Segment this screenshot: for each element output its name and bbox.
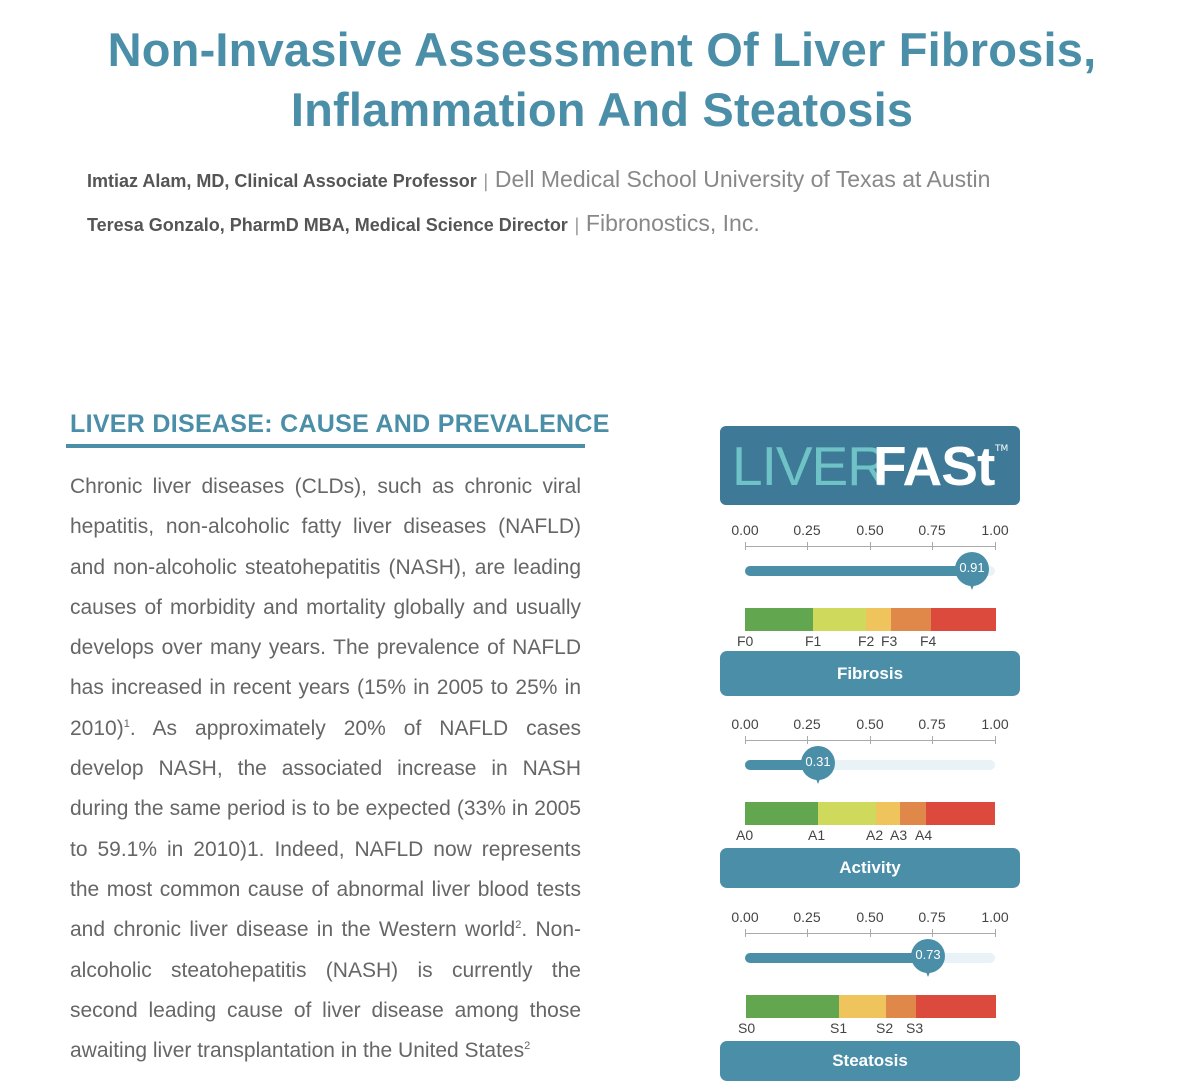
- text-run: . As approximately 20% of NAFLD cases develop NASH, the associated increase in NASH during the same period is to be expected (33% in 2005 to 59.1% in 2010)1. Indeed, NAFLD now represents the most common cause of abnormal liver blood tests and chronic liver disease in the Western world: [70, 716, 581, 942]
- stage-label: F1: [805, 633, 822, 649]
- axis-tick-label: 0.00: [731, 716, 759, 732]
- axis-tick-label: 0.25: [793, 909, 821, 925]
- axis-tick: [870, 542, 871, 550]
- axis-tick: [807, 542, 808, 550]
- stage-label: A1: [808, 827, 826, 843]
- text-run: Chronic liver diseases (CLDs), such as chronic viral hepatitis, non-alcoholic fatty liver diseases (NAFLD) and non-alcoholic steatohepatitis (NASH), are leading causes of morbidity and mortality globally and usually develops over many years. The prevalence of NAFLD has increased in recent years (15% in 2005 to 25% in 2010): [70, 475, 581, 740]
- score-value: 0.73: [915, 947, 941, 962]
- steatosis-label-button[interactable]: Steatosis: [720, 1041, 1020, 1081]
- stage-scale: [745, 608, 996, 631]
- stage-segment: [813, 608, 866, 631]
- section-heading: LIVER DISEASE: CAUSE AND PREVALENCE: [70, 410, 610, 438]
- axis-tick-label: 0.50: [856, 909, 884, 925]
- liverfast-logo: [720, 426, 1020, 505]
- title-line-2: Inflammation And Steatosis: [290, 83, 914, 136]
- author-name: Imtiaz Alam, MD, Clinical Associate Professor: [87, 171, 477, 191]
- axis-tick: [870, 736, 871, 744]
- stage-label: F4: [920, 633, 937, 649]
- section-divider: [66, 444, 585, 448]
- axis-tick-label: 1.00: [981, 522, 1009, 538]
- footnote-ref: 1: [123, 717, 130, 730]
- axis-tick: [932, 736, 933, 744]
- stage-segment: [891, 608, 931, 631]
- stage-segment: [866, 608, 891, 631]
- stage-segment: [926, 802, 995, 825]
- author-affiliation: Fibronostics, Inc.: [585, 210, 760, 236]
- stage-segment: [931, 608, 996, 631]
- stage-scale: [746, 995, 996, 1018]
- stage-segment: [839, 995, 886, 1018]
- stage-scale: [745, 802, 996, 825]
- stage-label: F0: [737, 633, 754, 649]
- stage-segment: [900, 802, 926, 825]
- logo-text-bold: FASt: [873, 435, 995, 497]
- axis-tick: [745, 736, 746, 744]
- title-line-1: Non-Invasive Assessment Of Liver Fibrosis,: [107, 23, 1097, 76]
- axis-tick-label: 0.50: [856, 522, 884, 538]
- page-title: [0, 20, 1204, 140]
- axis-tick-label: 0.25: [793, 716, 821, 732]
- axis-tick-label: 0.00: [731, 909, 759, 925]
- score-marker: [801, 746, 835, 780]
- axis-tick: [995, 929, 996, 937]
- axis-tick-label: 0.00: [731, 522, 759, 538]
- stage-segment: [745, 608, 813, 631]
- score-value: 0.91: [959, 560, 985, 575]
- stage-label: S3: [906, 1020, 924, 1036]
- score-marker: [911, 939, 945, 973]
- score-marker: [955, 552, 989, 586]
- axis-tick-label: 0.25: [793, 522, 821, 538]
- axis-tick: [870, 929, 871, 937]
- logo-text-light: LIVER: [732, 435, 886, 497]
- stage-label: A2: [866, 827, 884, 843]
- stage-label: A4: [915, 827, 933, 843]
- footnote-ref: 2: [524, 1040, 531, 1053]
- footnote-ref: 2: [515, 919, 522, 932]
- stage-segment: [746, 995, 839, 1018]
- score-value: 0.31: [805, 754, 831, 769]
- axis-tick: [932, 929, 933, 937]
- axis-tick: [932, 542, 933, 550]
- score-fill: [745, 566, 973, 576]
- axis-labels: [720, 909, 1020, 927]
- axis-labels: [720, 716, 1020, 734]
- axis-tick: [745, 542, 746, 550]
- stage-label: S2: [876, 1020, 894, 1036]
- stage-label: S0: [738, 1020, 756, 1036]
- separator: |: [482, 171, 489, 192]
- trademark: TM: [995, 444, 1009, 454]
- axis-tick: [995, 736, 996, 744]
- score-fill: [745, 953, 929, 963]
- stage-segment: [886, 995, 916, 1018]
- axis-tick-label: 0.75: [918, 716, 946, 732]
- stage-label: S1: [830, 1020, 848, 1036]
- stage-label: F2: [858, 633, 875, 649]
- score-track: [745, 754, 995, 770]
- axis-tick: [807, 736, 808, 744]
- stage-label: A3: [890, 827, 908, 843]
- stage-segment: [876, 802, 900, 825]
- axis-tick: [745, 929, 746, 937]
- stage-segment: [745, 802, 818, 825]
- axis-tick-label: 1.00: [981, 716, 1009, 732]
- author-line-1: [87, 166, 990, 193]
- axis-tick: [995, 542, 996, 550]
- separator: |: [573, 215, 580, 236]
- stage-segment: [818, 802, 876, 825]
- author-line-2: [87, 210, 760, 237]
- stage-segment: [916, 995, 996, 1018]
- score-track: [745, 947, 995, 963]
- score-track: [745, 560, 995, 576]
- axis-tick-label: 0.50: [856, 716, 884, 732]
- axis-tick-label: 0.75: [918, 522, 946, 538]
- axis-labels: [720, 522, 1020, 540]
- axis-tick: [807, 929, 808, 937]
- author-name: Teresa Gonzalo, PharmD MBA, Medical Science Director: [87, 215, 568, 235]
- axis-tick-label: 1.00: [981, 909, 1009, 925]
- stage-label: A0: [736, 827, 754, 843]
- body-paragraph: [70, 467, 581, 1071]
- fibrosis-label-button[interactable]: Fibrosis: [720, 651, 1020, 696]
- stage-label: F3: [881, 633, 898, 649]
- text-run: . Non-alcoholic steatohepatitis (NASH) is currently the second leading cause of liver disease among those awaiting liver transplantation in the United States: [70, 918, 581, 1063]
- activity-label-button[interactable]: Activity: [720, 848, 1020, 888]
- axis-tick-label: 0.75: [918, 909, 946, 925]
- author-affiliation: Dell Medical School University of Texas at Austin: [494, 166, 991, 192]
